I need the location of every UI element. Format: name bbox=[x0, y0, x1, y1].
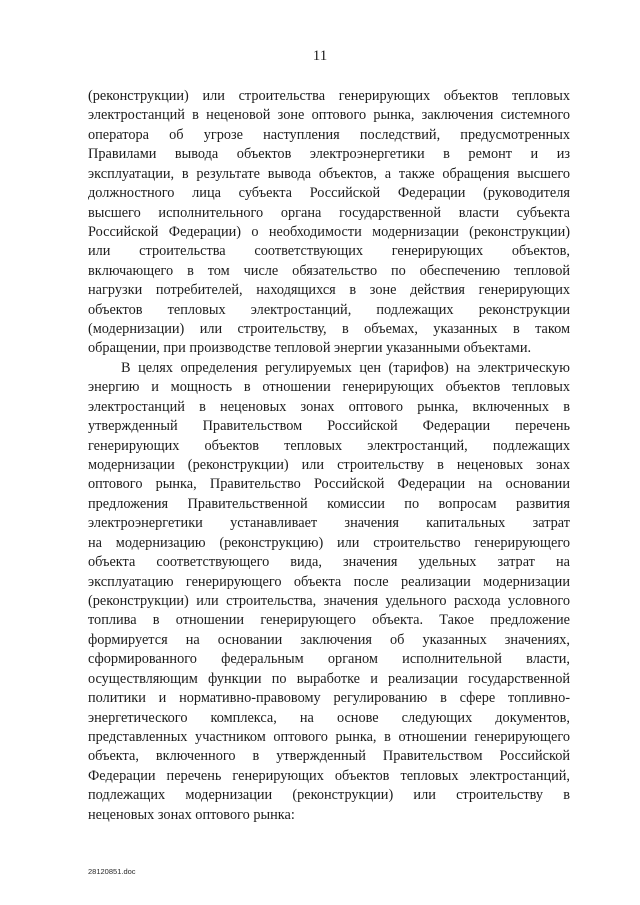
text-line: электростанций в неценовой зоне оптового рынка, заключения системного bbox=[88, 107, 570, 124]
page-number: 11 bbox=[312, 48, 328, 64]
text-line: подлежащих модернизации (реконструкции) или строительству в bbox=[88, 787, 570, 804]
text-line: неценовых зонах оптового рынка: bbox=[88, 806, 295, 823]
footer-filename: 28120851.doc bbox=[88, 867, 136, 876]
text-line: модернизации (реконструкции) или строительству в неценовых зонах bbox=[88, 457, 570, 474]
text-line: утвержденный Правительством Российской Федерации перечень bbox=[88, 418, 570, 435]
document-body bbox=[88, 87, 570, 825]
text-line: сформированного федеральным органом исполнительной власти, bbox=[88, 651, 570, 668]
text-line: объекта соответствующего вида, значения удельных затрат на bbox=[88, 554, 570, 571]
text-line: нагрузки потребителей, находящихся в зоне действия генерирующих bbox=[88, 282, 570, 299]
text-line: или строительства соответствующих генерирующих объектов, bbox=[88, 243, 570, 260]
text-line: электроэнергетики устанавливает значения капитальных затрат bbox=[88, 515, 570, 532]
text-line: должностного лица субъекта Российской Федерации (руководителя bbox=[88, 185, 570, 202]
text-line: объекта, включенного в утвержденный Правительством Российской bbox=[88, 748, 570, 765]
paragraph-continued bbox=[88, 87, 570, 359]
text-line: электростанций в неценовых зонах оптового рынка, включенных в bbox=[88, 398, 570, 415]
text-line: топлива в отношении генерирующего объекта. Такое предложение bbox=[88, 612, 570, 629]
text-line: осуществляющим функции по выработке и реализации государственной bbox=[88, 670, 570, 687]
text-line: энергию и мощность в отношении генерирующих объектов тепловых bbox=[88, 379, 570, 396]
text-line: Российской Федерации) о необходимости модернизации (реконструкции) bbox=[88, 223, 570, 240]
text-line: генерирующих объектов тепловых электростанций, подлежащих bbox=[88, 437, 570, 454]
text-line: Федерации перечень генерирующих объектов тепловых электростанций, bbox=[88, 767, 570, 784]
paragraph bbox=[88, 359, 570, 825]
text-line: эксплуатацию генерирующего объекта после реализации модернизации bbox=[88, 573, 570, 590]
text-line: обращении, при производстве тепловой энергии указанными объектами. bbox=[88, 340, 532, 357]
text-line: эксплуатации, в результате вывода объектов, а также обращения высшего bbox=[88, 165, 570, 182]
text-line: (модернизации) или строительству, в объемах, указанных в таком bbox=[88, 321, 570, 338]
text-line: на модернизацию (реконструкцию) или строительство генерирующего bbox=[88, 534, 570, 551]
text-line: (реконструкции) или строительства, значения удельного расхода условного bbox=[88, 592, 570, 609]
text-line: формируется на основании заключения об указанных значениях, bbox=[88, 631, 570, 648]
text-line: оператора об угрозе наступления последствий, предусмотренных bbox=[88, 126, 570, 143]
text-line: объектов тепловых электростанций, подлежащих реконструкции bbox=[88, 301, 570, 318]
text-line: представленных участником оптового рынка, в отношении генерирующего bbox=[88, 728, 570, 745]
text-line: энергетического комплекса, на основе следующих документов, bbox=[88, 709, 570, 726]
text-line: политики и нормативно-правовому регулированию в сфере топливно- bbox=[88, 690, 570, 707]
text-line: включающего в том числе обязательство по обеспечению тепловой bbox=[88, 262, 570, 279]
text-line: высшего исполнительного органа государственной власти субъекта bbox=[88, 204, 570, 221]
text-line: предложения Правительственной комиссии по вопросам развития bbox=[88, 495, 570, 512]
text-line: В целях определения регулируемых цен (тарифов) на электрическую bbox=[121, 359, 570, 376]
text-line: (реконструкции) или строительства генерирующих объектов тепловых bbox=[88, 88, 570, 104]
text-line: оптового рынка, Правительство Российской Федерации на основании bbox=[88, 476, 570, 493]
text-line: Правилами вывода объектов электроэнергетики в ремонт и из bbox=[88, 146, 570, 163]
